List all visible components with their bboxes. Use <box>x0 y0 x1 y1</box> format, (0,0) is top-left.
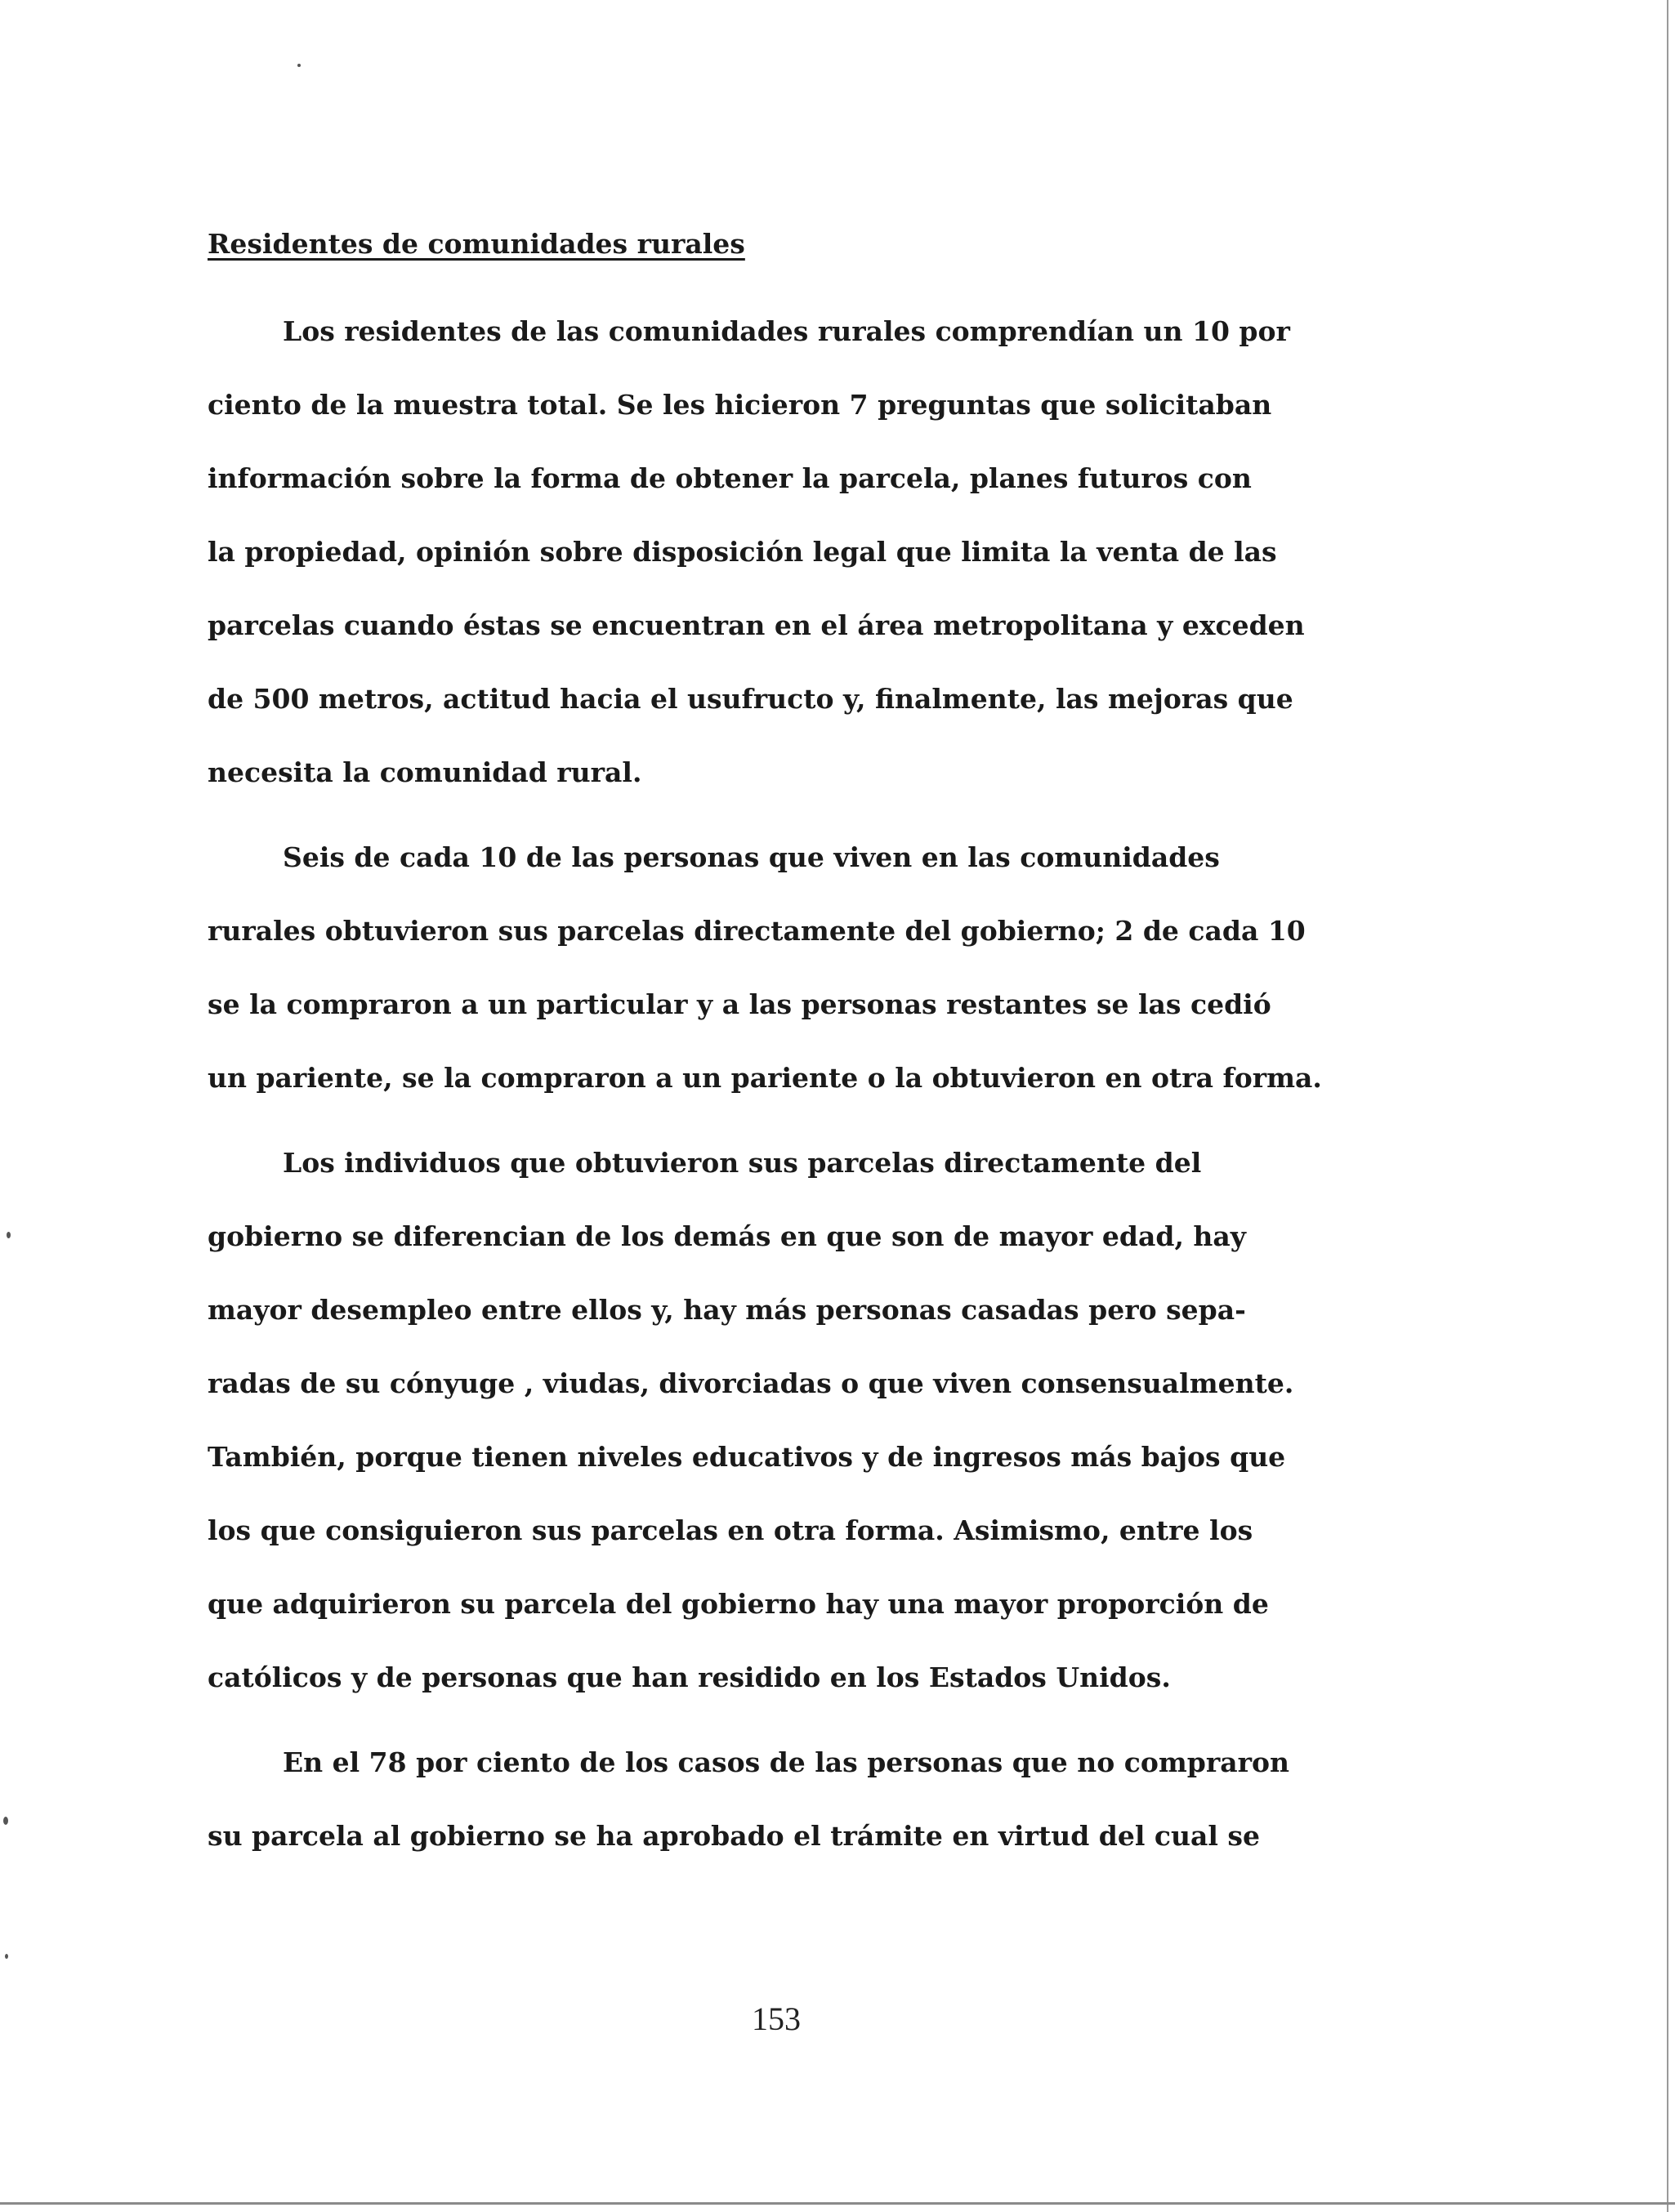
paragraph-line: También, porque tienen niveles educativos y de ingresos más bajos que <box>208 1440 1286 1473</box>
scan-speck <box>3 1817 8 1825</box>
page-edge-bottom <box>0 2202 1675 2205</box>
page-edge-right <box>1667 0 1668 2212</box>
paragraph-4 <box>208 1726 1417 1873</box>
document-body <box>208 227 1417 1884</box>
paragraph-line: ciento de la muestra total. Se les hicieron 7 preguntas que solicitaban <box>208 388 1272 421</box>
paragraph-line: gobierno se diferencian de los demás en que son de mayor edad, hay <box>208 1220 1246 1252</box>
paragraph-line: Los individuos que obtuvieron sus parcelas directamente del <box>283 1146 1202 1179</box>
paragraph-line: su parcela al gobierno se ha aprobado el trámite en virtud del cual se <box>208 1819 1260 1852</box>
scan-speck <box>5 1954 8 1959</box>
paragraph-2 <box>208 821 1417 1115</box>
paragraph-line: información sobre la forma de obtener la parcela, planes futuros con <box>208 462 1252 494</box>
paragraph-1 <box>208 295 1417 809</box>
scan-speck <box>7 1232 11 1238</box>
paragraph-line: los que consiguieron sus parcelas en otra forma. Asimismo, entre los <box>208 1514 1253 1546</box>
paragraph-line: la propiedad, opinión sobre disposición legal que limita la venta de las <box>208 535 1277 568</box>
paragraph-line: de 500 metros, actitud hacia el usufructo y, finalmente, las mejoras que <box>208 682 1293 715</box>
paragraph-line: Seis de cada 10 de las personas que viven en las comunidades <box>283 841 1220 873</box>
paragraph-line: radas de su cónyuge , viudas, divorciadas o que viven consensualmente. <box>208 1367 1294 1399</box>
paragraph-line: necesita la comunidad rural. <box>208 756 642 788</box>
paragraph-line: un pariente, se la compraron a un pariente o la obtuvieron en otra forma. <box>208 1061 1322 1094</box>
paragraph-line: En el 78 por ciento de los casos de las personas que no compraron <box>283 1746 1290 1778</box>
paragraph-line: parcelas cuando éstas se encuentran en el área metropolitana y exceden <box>208 609 1305 641</box>
paragraph-3 <box>208 1126 1417 1715</box>
section-heading: Residentes de comunidades rurales <box>208 228 745 260</box>
paragraph-line: rurales obtuvieron sus parcelas directamente del gobierno; 2 de cada 10 <box>208 914 1306 947</box>
paragraph-line: mayor desempleo entre ellos y, hay más personas casadas pero sepa- <box>208 1293 1246 1326</box>
scan-speck <box>297 64 301 67</box>
paragraph-line: católicos y de personas que han residido en los Estados Unidos. <box>208 1661 1171 1693</box>
paragraph-line: que adquirieron su parcela del gobierno hay una mayor proporción de <box>208 1587 1269 1620</box>
paragraph-line: se la compraron a un particular y a las personas restantes se las cedió <box>208 988 1271 1020</box>
paragraph-line: Los residentes de las comunidades rurales comprendían un 10 por <box>283 314 1290 347</box>
page-number: 153 <box>752 2000 801 2037</box>
